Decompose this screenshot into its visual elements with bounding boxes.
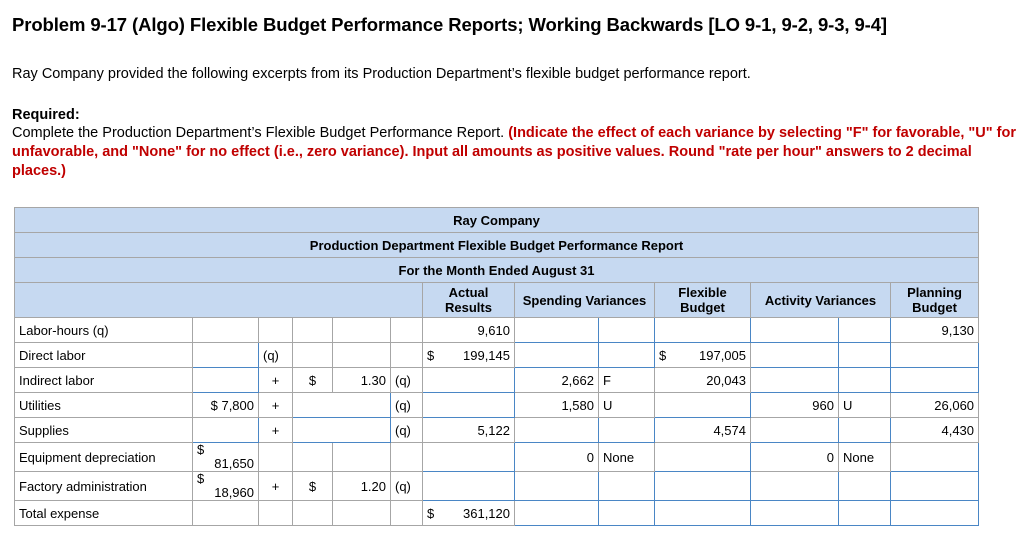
spending-variance-input[interactable] <box>515 318 599 343</box>
flexible-value: 4,574 <box>655 418 751 443</box>
spending-effect-value: F <box>599 368 655 393</box>
planning-budget-input[interactable] <box>891 472 979 501</box>
col-spending-variances: Spending Variances <box>515 283 655 318</box>
actual-value: 5,122 <box>423 418 515 443</box>
spending-effect-input[interactable] <box>599 318 655 343</box>
spending-effect-input[interactable] <box>599 472 655 501</box>
flexible-budget-input[interactable] <box>655 443 751 472</box>
spending-variance-value: 2,662 <box>515 368 599 393</box>
performance-report-table <box>14 207 979 526</box>
fixed-cost-value: 81,650 <box>214 456 254 471</box>
activity-effect-value: None <box>839 443 891 472</box>
dollar-sign: $ <box>659 347 667 363</box>
flexible-value: 20,043 <box>655 368 751 393</box>
intro-text: Ray Company provided the following excerpts from its Production Department’s flexible budget performance report. <box>12 66 751 82</box>
cell <box>333 318 391 343</box>
instructions-plain: Complete the Production Department’s Flexible Budget Performance Report. <box>12 125 505 141</box>
dollar-sign: $ <box>197 442 205 457</box>
col-planning-budget: Planning Budget <box>891 283 979 318</box>
cell <box>333 501 391 526</box>
report-period: For the Month Ended August 31 <box>15 258 979 283</box>
planning-value: 4,430 <box>891 418 979 443</box>
activity-effect-input[interactable] <box>839 368 891 393</box>
activity-effect-input[interactable] <box>839 318 891 343</box>
instructions <box>12 124 1017 181</box>
col-actual-results: Actual Results <box>423 283 515 318</box>
fixed-cost-value: $ 7,800 <box>193 393 259 418</box>
blank-header <box>15 283 423 318</box>
activity-effect-input[interactable] <box>839 343 891 368</box>
cell <box>293 501 333 526</box>
actual-value-cell <box>423 343 515 368</box>
activity-variance-value: 0 <box>751 443 839 472</box>
actual-results-input[interactable] <box>423 443 515 472</box>
cell <box>333 343 391 368</box>
rate-input[interactable] <box>293 418 391 443</box>
table-row <box>15 318 979 343</box>
cell <box>293 343 333 368</box>
activity-variance-input[interactable] <box>751 368 839 393</box>
spending-variance-input[interactable] <box>515 501 599 526</box>
cell <box>391 443 423 472</box>
row-label: Supplies <box>15 418 193 443</box>
activity-variance-input[interactable] <box>751 318 839 343</box>
row-label: Labor-hours (q) <box>15 318 193 343</box>
spending-effect-value: U <box>599 393 655 418</box>
actual-results-input[interactable] <box>423 368 515 393</box>
row-label: Utilities <box>15 393 193 418</box>
row-label: Factory administration <box>15 472 193 501</box>
planning-value: 26,060 <box>891 393 979 418</box>
actual-value: 9,610 <box>423 318 515 343</box>
activity-effect-value: U <box>839 393 891 418</box>
activity-effect-input[interactable] <box>839 418 891 443</box>
row-label: Total expense <box>15 501 193 526</box>
fixed-cost-input[interactable] <box>193 418 259 443</box>
actual-value: 199,145 <box>463 347 510 363</box>
dollar-sign: $ <box>293 368 333 393</box>
cell <box>391 501 423 526</box>
spending-effect-input[interactable] <box>599 501 655 526</box>
planning-budget-input[interactable] <box>891 343 979 368</box>
rate-value: 1.30 <box>333 368 391 393</box>
flexible-budget-input[interactable] <box>655 393 751 418</box>
spending-variance-input[interactable] <box>515 418 599 443</box>
actual-value-cell <box>423 501 515 526</box>
cell <box>259 318 293 343</box>
report-company: Ray Company <box>15 208 979 233</box>
fixed-cost-cell <box>193 472 259 501</box>
actual-results-input[interactable] <box>423 472 515 501</box>
activity-variance-input[interactable] <box>751 418 839 443</box>
rate-value: 1.20 <box>333 472 391 501</box>
spending-variance-input[interactable] <box>515 472 599 501</box>
activity-effect-input[interactable] <box>839 501 891 526</box>
cell <box>391 343 423 368</box>
q-label: (q) <box>391 368 423 393</box>
activity-effect-input[interactable] <box>839 472 891 501</box>
flexible-budget-input[interactable] <box>655 318 751 343</box>
q-label: (q) <box>391 472 423 501</box>
planning-value: 9,130 <box>891 318 979 343</box>
planning-budget-input[interactable] <box>891 368 979 393</box>
table-row <box>15 343 979 368</box>
flexible-value-cell <box>655 343 751 368</box>
table-row <box>15 472 979 501</box>
table-row <box>15 393 979 418</box>
flexible-budget-input[interactable] <box>655 472 751 501</box>
q-label: (q) <box>391 393 423 418</box>
row-label: Indirect labor <box>15 368 193 393</box>
dollar-sign: $ <box>293 472 333 501</box>
actual-value: 361,120 <box>463 505 510 521</box>
q-label: (q) <box>259 343 293 368</box>
actual-results-input[interactable] <box>423 393 515 418</box>
planning-budget-input[interactable] <box>891 443 979 472</box>
activity-variance-input[interactable] <box>751 501 839 526</box>
cell <box>333 443 391 472</box>
flexible-budget-input[interactable] <box>655 501 751 526</box>
planning-budget-input[interactable] <box>891 501 979 526</box>
cell <box>391 318 423 343</box>
dollar-sign: $ <box>197 471 205 486</box>
cell <box>193 318 259 343</box>
spending-effect-input[interactable] <box>599 418 655 443</box>
row-label: Equipment depreciation <box>15 443 193 472</box>
row-label: Direct labor <box>15 343 193 368</box>
table-row <box>15 418 979 443</box>
activity-variance-input[interactable] <box>751 472 839 501</box>
cell <box>259 501 293 526</box>
col-flexible-budget: Flexible Budget <box>655 283 751 318</box>
spending-effect-input[interactable] <box>599 343 655 368</box>
q-label: (q) <box>391 418 423 443</box>
fixed-cost-value: 18,960 <box>214 485 254 500</box>
dollar-sign: $ <box>427 347 435 363</box>
cell <box>293 318 333 343</box>
spending-variance-input[interactable] <box>515 343 599 368</box>
plus-sign: + <box>259 393 293 418</box>
table-row <box>15 501 979 526</box>
col-activity-variances: Activity Variances <box>751 283 891 318</box>
spending-variance-value: 0 <box>515 443 599 472</box>
cell <box>193 501 259 526</box>
problem-title: Problem 9-17 (Algo) Flexible Budget Performance Reports; Working Backwards [LO 9-1, 9-2, 9-3, 9-4] <box>12 14 887 35</box>
instructions-note: (Indicate the effect of each variance by selecting "F" for favorable, "U" for unfavorable, and "None" for no effect (i.e., zero variance). Input all amounts as positive values. Round "rate per hour" answers to 2 decimal places.) <box>12 125 1016 179</box>
plus-sign: + <box>259 472 293 501</box>
required-label: Required: <box>12 107 80 123</box>
fixed-cost-cell <box>193 443 259 472</box>
fixed-cost-input[interactable] <box>193 343 259 368</box>
rate-input[interactable] <box>293 393 391 418</box>
activity-variance-input[interactable] <box>751 343 839 368</box>
plus-sign: + <box>259 418 293 443</box>
spending-variance-value: 1,580 <box>515 393 599 418</box>
flexible-value: 197,005 <box>699 347 746 363</box>
cell <box>259 443 293 472</box>
fixed-cost-input[interactable] <box>193 368 259 393</box>
activity-variance-value: 960 <box>751 393 839 418</box>
table-row <box>15 368 979 393</box>
cell <box>293 443 333 472</box>
dollar-sign: $ <box>427 505 435 521</box>
plus-sign: + <box>259 368 293 393</box>
table-row <box>15 443 979 472</box>
report-name: Production Department Flexible Budget Performance Report <box>15 233 979 258</box>
spending-effect-value: None <box>599 443 655 472</box>
